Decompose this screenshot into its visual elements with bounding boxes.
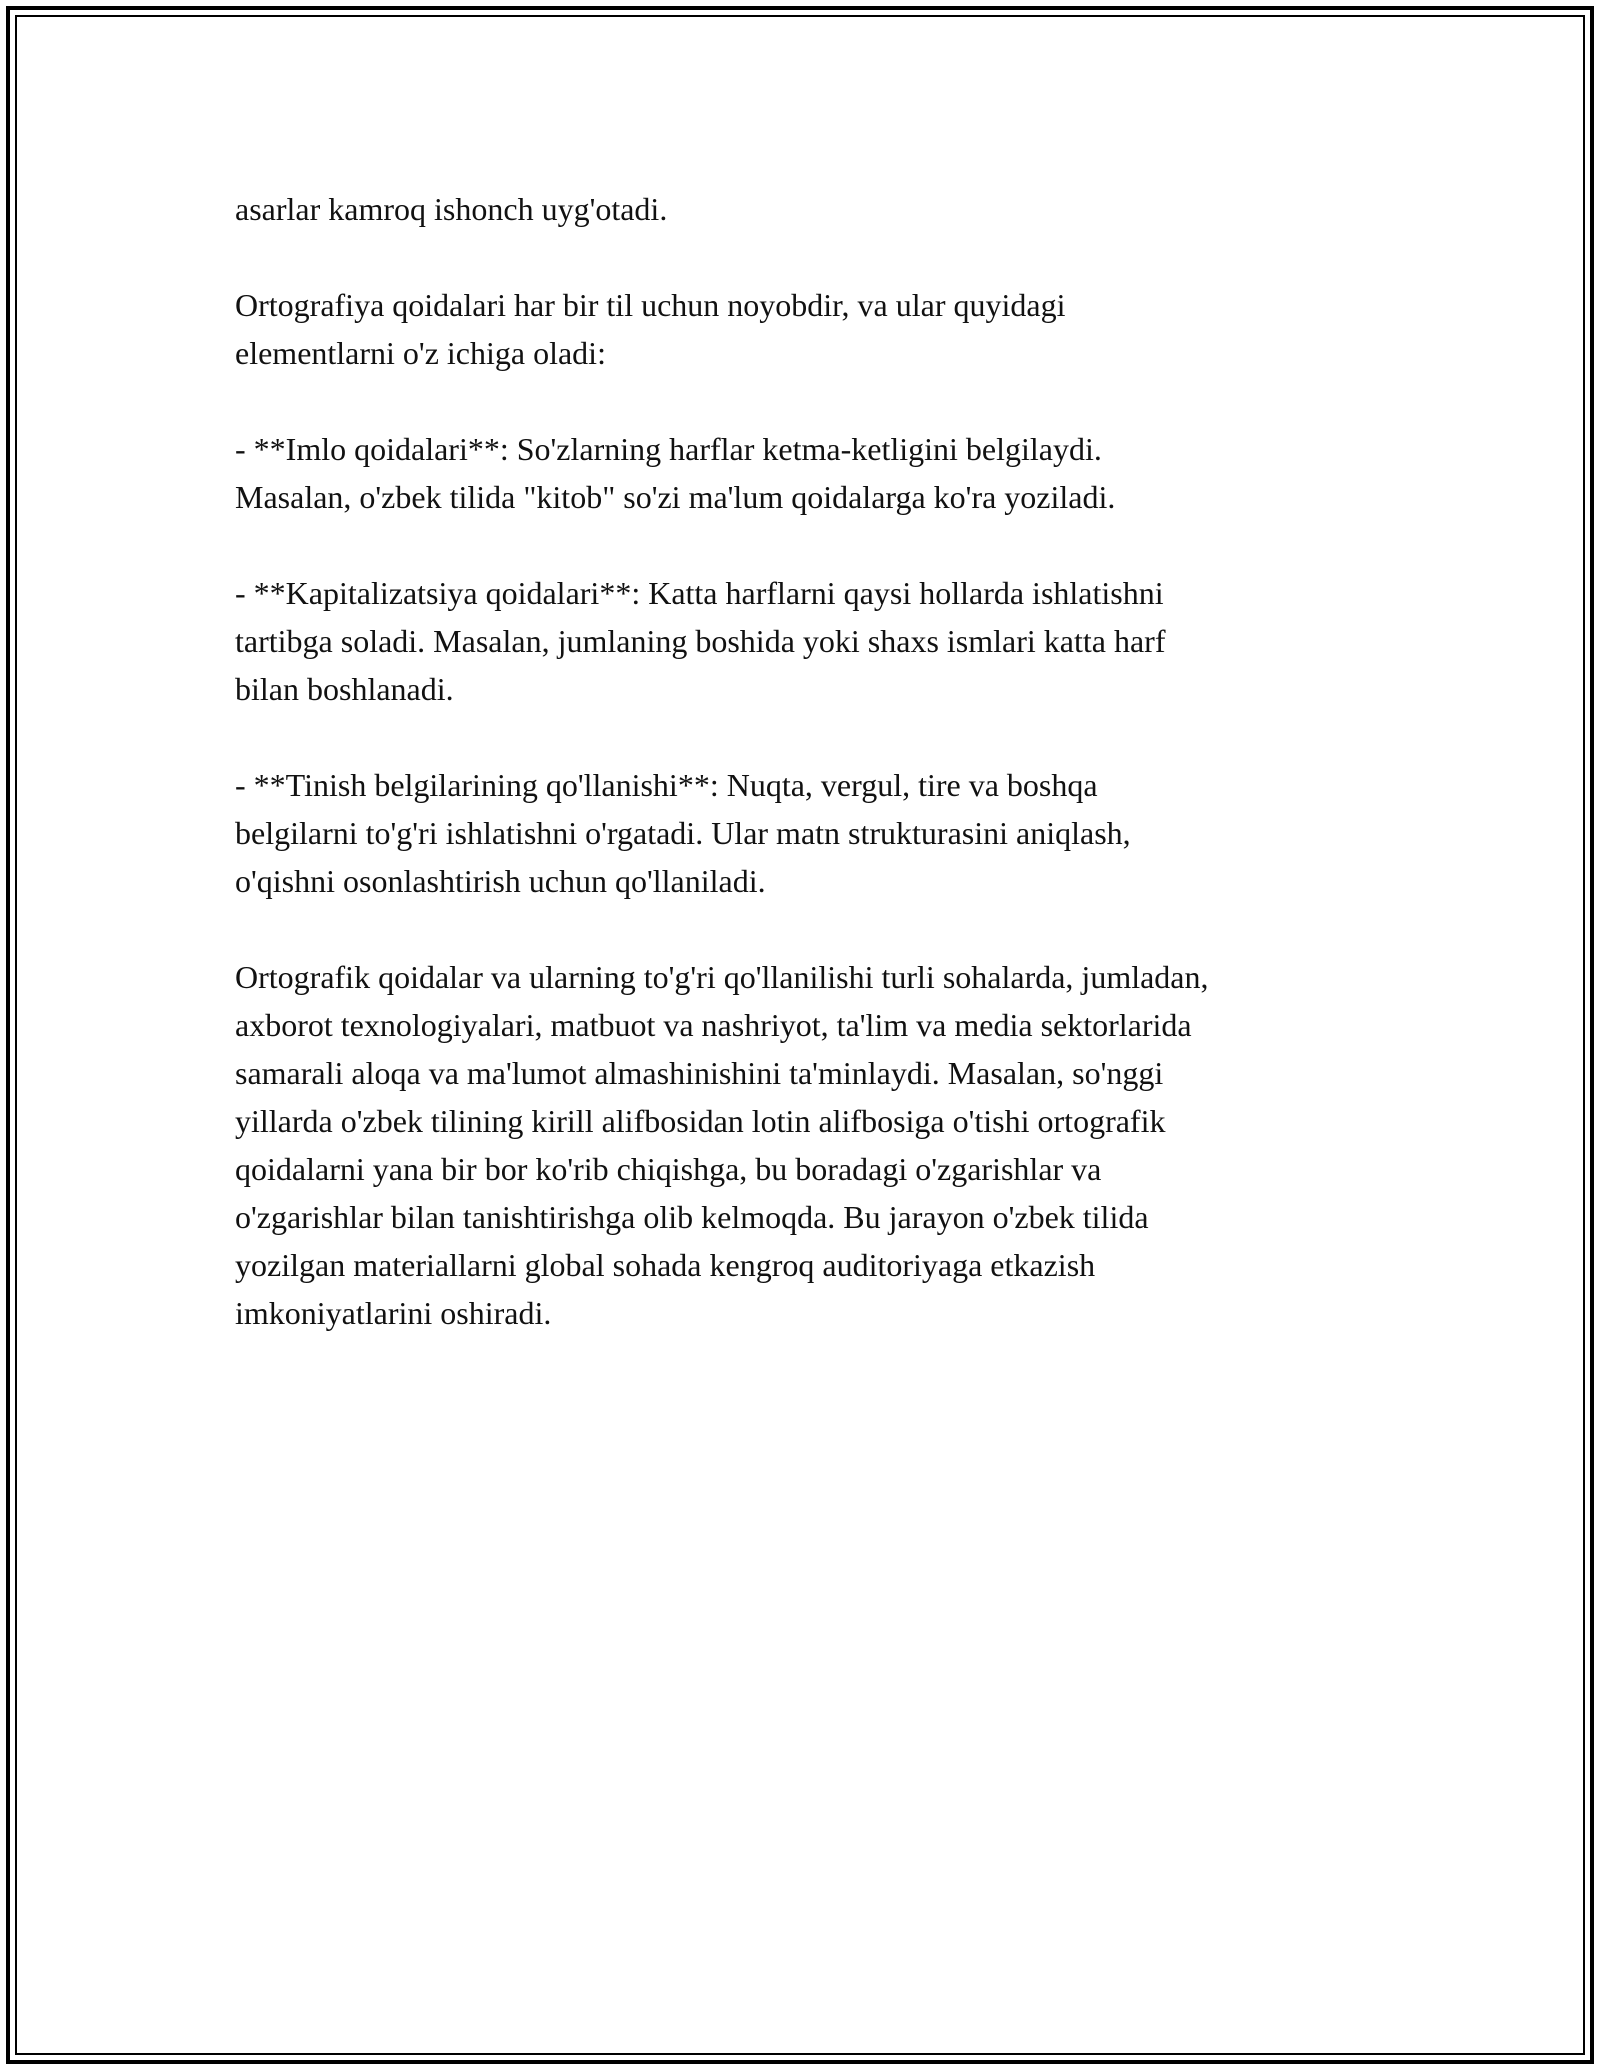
list-item-kapitalizatsiya: - **Kapitalizatsiya qoidalari**: Katta harflarni qaysi hollarda ishlatishni tartibga soladi. Masalan, jumlaning boshida yoki shaxs ismlari katta harf bilan boshlanadi. [235, 575, 1166, 707]
paragraph-intro: Ortografiya qoidalari har bir til uchun noyobdir, va ular quyidagi elementlarni o'z ichiga oladi: [235, 287, 1066, 371]
paragraph-conclusion: Ortografik qoidalar va ularning to'g'ri qo'llanilishi turli sohalarda, jumladan, axborot texnologiyalari, matbuot va nashriyot, ta'lim va media sektorlarida samarali aloqa va ma'lumot almashinishini ta'minlaydi. Masalan, so'nggi yillarda o'zbek tilining kirill alifbosidan lotin alifbosiga o'tishi ortografik qoidalarni yana bir bor ko'rib chiqishga, bu boradagi o'zgarishlar va o'zgarishlar bilan tanishtirishga olib kelmoqda. Bu jarayon o'zbek tilida yozilgan materiallarni global sohada kengroq auditoriyaga etkazish imkoniyatlarini oshiradi. [235, 959, 1209, 1331]
list-item-tinish: - **Tinish belgilarining qo'llanishi**: Nuqta, vergul, tire va boshqa belgilarni to'g'ri ishlatishni o'rgatadi. Ular matn strukturasini aniqlash, o'qishni osonlashtirish uchun qo'llaniladi. [235, 767, 1131, 899]
list-item-imlo: - **Imlo qoidalari**: So'zlarning harflar ketma-ketligini belgilaydi. Masalan, o'zbek tilida "kitob" so'zi ma'lum qoidalarga ko'ra yoziladi. [235, 431, 1116, 515]
paragraph-continuation: asarlar kamroq ishonch uyg'otadi. [235, 191, 668, 227]
document-body [235, 185, 1375, 1337]
